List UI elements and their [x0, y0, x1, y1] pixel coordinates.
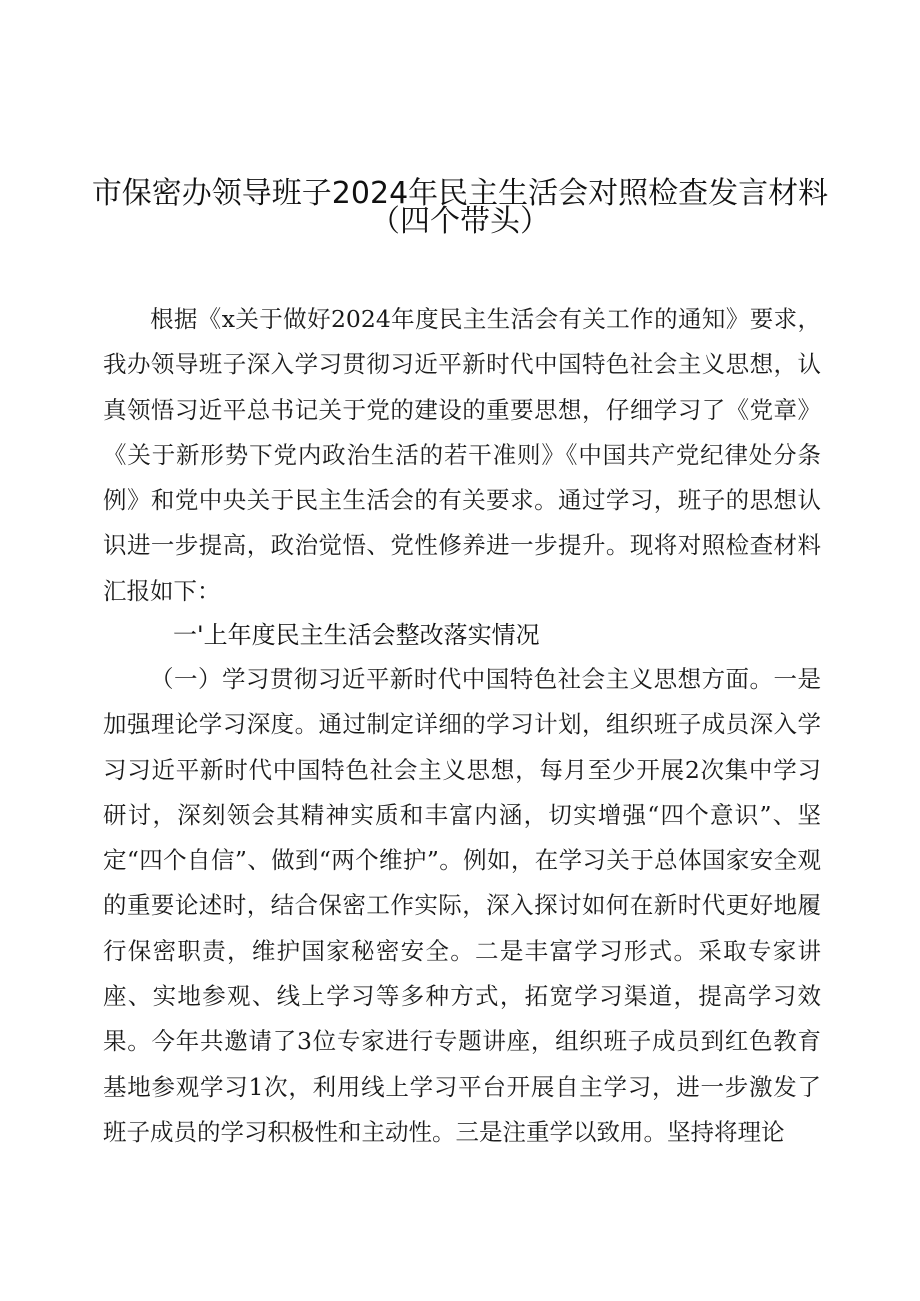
- section-heading: 一'上年度民主生活会整改落实情况: [173, 621, 540, 649]
- intro-paragraph: 根据《x关于做好2024年度民主生活会有关工作的通知》要求，我办领导班子深入学习贯彻习近平新时代中国特色社会主义思想，认真领悟习近平总书记关于党的建设的重要思想，仔细学习了《党章》《关于新形势下党内政治生活的若干准则》《中国共产党纪律处分条例》和党中央关于民主生活会的有关要求。通过学习，班子的思想认识进一步提高，政治觉悟、党性修养进一步提升。现将对照检查材料汇报如下：: [103, 305, 821, 605]
- document-subtitle: （四个带头）: [370, 204, 550, 239]
- document-title: 市保密办领导班子2024年民主生活会对照检查发言材料: [91, 176, 829, 211]
- section-paragraph-block: [103, 657, 821, 1155]
- section-paragraph: （一）学习贯彻习近平新时代中国特色社会主义思想方面。一是加强理论学习深度。通过制定详细的学习计划，组织班子成员深入学习习近平新时代中国特色社会主义思想，每月至少开展2次集中学习研讨，深刻领会其精神实质和丰富内涵，切实增强“四个意识”、坚定“四个自信”、做到“两个维护”。例如，在学习关于总体国家安全观的重要论述时，结合保密工作实际，深入探讨如何在新时代更好地履行保密职责，维护国家秘密安全。二是丰富学习形式。采取专家讲座、实地参观、线上学习等多种方式，拓宽学习渠道，提高学习效果。今年共邀请了3位专家进行专题讲座，组织班子成员到红色教育基地参观学习1次，利用线上学习平台开展自主学习，进一步激发了班子成员的学习积极性和主动性。三是注重学以致用。坚持将理论: [103, 665, 821, 1146]
- intro-paragraph-block: [103, 297, 821, 614]
